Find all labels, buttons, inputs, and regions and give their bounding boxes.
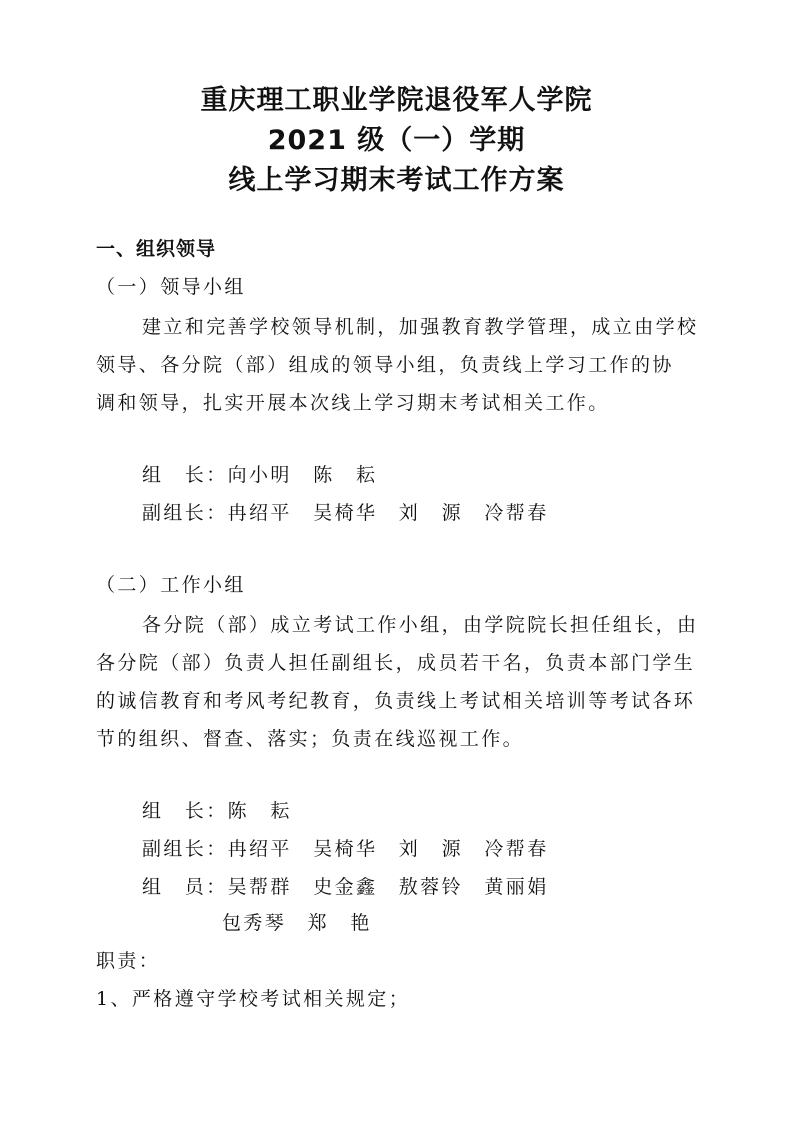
working-deputy-names: 冉绍平 吴椅华 刘 源 冷帮春 — [227, 838, 549, 860]
working-deputy-label: 副组长： — [142, 838, 228, 860]
paragraph-line: 调和领导，扎实开展本次线上学习期末考试相关工作。 — [96, 392, 610, 414]
paragraph-line: 节的组织、督查、落实；负责在线巡视工作。 — [96, 728, 525, 750]
document-title-line-2: 2021 级（一）学期 — [267, 125, 526, 156]
subsection-heading-working-group: （二）工作小组 — [96, 574, 246, 596]
working-leader-label: 组 长： — [142, 800, 228, 822]
paragraph-line: 各分院（部）成立考试工作小组，由学院院长担任组长，由 — [142, 614, 699, 636]
deputy-leader-row — [142, 498, 549, 525]
deputy-leader-names: 冉绍平 吴椅华 刘 源 冷帮春 — [227, 502, 549, 524]
leader-row — [142, 460, 377, 487]
subsection-heading-leadership-group: （一）领导小组 — [96, 276, 246, 298]
leader-names: 向小明 陈 耘 — [227, 464, 378, 486]
duties-heading: 职责： — [96, 950, 161, 972]
paragraph-line: 各分院（部）负责人担任副组长，成员若干名，负责本部门学生 — [96, 652, 696, 674]
working-leader-names: 陈 耘 — [227, 800, 292, 822]
working-leader-row — [142, 796, 292, 823]
paragraph-line: 领导、各分院（部）组成的领导小组，负责线上学习工作的协 — [96, 354, 674, 376]
working-member-row — [142, 872, 549, 899]
paragraph-line: 建立和完善学校领导机制，加强教育教学管理，成立由学校 — [142, 316, 699, 338]
duty-item: 1、严格遵守学校考试相关规定； — [96, 988, 411, 1010]
section-heading-organization: 一、组织领导 — [96, 238, 217, 260]
working-deputy-row — [142, 834, 549, 861]
working-member-label: 组 员： — [142, 876, 228, 898]
deputy-leader-label: 副组长： — [142, 502, 228, 524]
working-member-names-continued: 包秀琴 郑 艳 — [222, 912, 372, 934]
leader-label: 组 长： — [142, 464, 228, 486]
paragraph-line: 的诚信教育和考风考纪教育，负责线上考试相关培训等考试各环 — [96, 690, 696, 712]
working-member-names: 吴帮群 史金鑫 敖蓉铃 黄丽娟 — [227, 876, 549, 898]
document-title-line-1: 重庆理工职业学院退役军人学院 — [200, 85, 593, 116]
document-title-line-3: 线上学习期末考试工作方案 — [228, 165, 565, 196]
